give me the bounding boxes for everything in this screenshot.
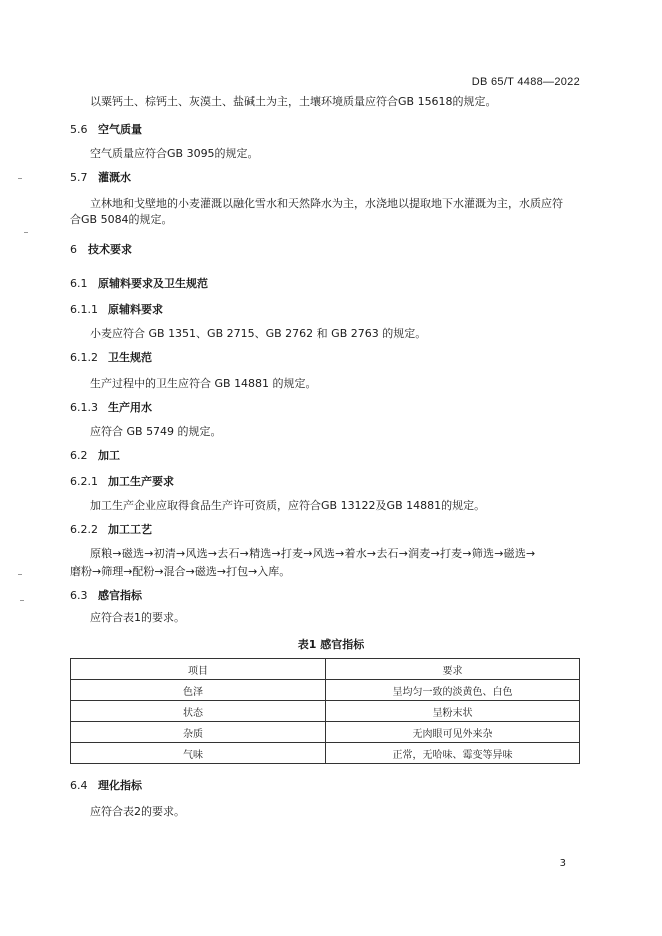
section-number: 6.2.2 (70, 523, 98, 536)
irrigation-paragraph-line1: 立林地和戈壁地的小麦灌溉以融化雪水和天然降水为主，水浇地以提取地下水灌溉为主，水质应符 (90, 197, 563, 210)
section-title: 生产用水 (108, 401, 152, 414)
section-number: 6.1.2 (70, 351, 98, 364)
section-6-2-heading (70, 448, 120, 464)
production-paragraph: 加工生产企业应取得食品生产许可资质，应符合GB 13122及GB 14881的规定。 (90, 499, 486, 512)
soil-paragraph: 以粟钙土、棕钙土、灰漠土、盐碱土为主，土壤环境质量应符合GB 15618的规定。 (90, 95, 497, 108)
section-title: 加工生产要求 (108, 475, 174, 488)
section-6-2-1-heading (70, 474, 174, 490)
scan-margin-mark (18, 574, 22, 575)
page-number: 3 (559, 858, 566, 869)
table2-reference-paragraph: 应符合表2的要求。 (90, 805, 185, 818)
process-flow-line1: 原粮→磁选→初清→风选→去石→精选→打麦→风选→着水→去石→润麦→打麦→筛选→磁选→ (90, 547, 536, 560)
raw-material-paragraph: 小麦应符合 GB 1351、GB 2715、GB 2762 和 GB 2763 的规定。 (90, 327, 427, 340)
section-number: 6 (70, 243, 77, 256)
section-6-1-2-heading (70, 350, 152, 366)
section-6-4-heading (70, 778, 142, 794)
section-number: 6.4 (70, 779, 88, 792)
table-cell-requirement: 正常，无哈味、霉变等异味 (326, 743, 580, 764)
section-number: 6.3 (70, 589, 88, 602)
table-row (71, 743, 580, 764)
section-6-1-3-heading (70, 400, 152, 416)
table-cell-item: 色泽 (71, 680, 326, 701)
section-number: 6.1 (70, 277, 88, 290)
section-title: 理化指标 (98, 779, 142, 792)
air-paragraph: 空气质量应符合GB 3095的规定。 (90, 147, 259, 160)
water-paragraph: 应符合 GB 5749 的规定。 (90, 425, 222, 438)
table-cell-item: 状态 (71, 701, 326, 722)
scan-margin-mark (24, 232, 28, 233)
table-cell-requirement: 呈均匀一致的淡黄色、白色 (326, 680, 580, 701)
section-title: 卫生规范 (108, 351, 152, 364)
section-title: 空气质量 (98, 123, 142, 136)
section-title: 加工工艺 (108, 523, 152, 536)
section-number: 6.2.1 (70, 475, 98, 488)
document-id-header: DB 65/T 4488—2022 (471, 76, 580, 88)
section-6-1-1-heading (70, 302, 163, 318)
section-title: 技术要求 (88, 243, 132, 256)
section-title: 灌溉水 (98, 171, 131, 184)
section-6-1-heading (70, 276, 208, 292)
table1-caption: 表1 感官指标 (297, 638, 365, 651)
table-row (71, 701, 580, 722)
section-5-7-heading (70, 170, 131, 186)
section-number: 6.1.3 (70, 401, 98, 414)
scan-margin-mark (18, 178, 22, 179)
section-6-heading (70, 242, 132, 258)
column-header-requirement: 要求 (326, 659, 580, 680)
section-title: 感官指标 (98, 589, 142, 602)
section-number: 5.7 (70, 171, 88, 184)
scan-margin-mark (20, 600, 24, 601)
sensory-table (70, 658, 580, 764)
section-5-6-heading (70, 122, 142, 138)
section-6-3-heading (70, 588, 142, 604)
irrigation-paragraph-line2: 合GB 5084的规定。 (70, 213, 173, 226)
section-6-2-2-heading (70, 522, 152, 538)
table-cell-item: 气味 (71, 743, 326, 764)
section-title: 原辅料要求 (108, 303, 163, 316)
section-title: 原辅料要求及卫生规范 (98, 277, 208, 290)
table-row (71, 722, 580, 743)
section-number: 6.1.1 (70, 303, 98, 316)
table-cell-item: 杂质 (71, 722, 326, 743)
column-header-item: 项目 (71, 659, 326, 680)
hygiene-paragraph: 生产过程中的卫生应符合 GB 14881 的规定。 (90, 377, 317, 390)
table-cell-requirement: 呈粉末状 (326, 701, 580, 722)
process-flow-line2: 磨粉→筛理→配粉→混合→磁选→打包→入库。 (70, 565, 291, 578)
table-header-row (71, 659, 580, 680)
section-number: 5.6 (70, 123, 88, 136)
section-number: 6.2 (70, 449, 88, 462)
table-row (71, 680, 580, 701)
table1-reference-paragraph: 应符合表1的要求。 (90, 611, 185, 624)
section-title: 加工 (98, 449, 120, 462)
table-cell-requirement: 无肉眼可见外来杂 (326, 722, 580, 743)
